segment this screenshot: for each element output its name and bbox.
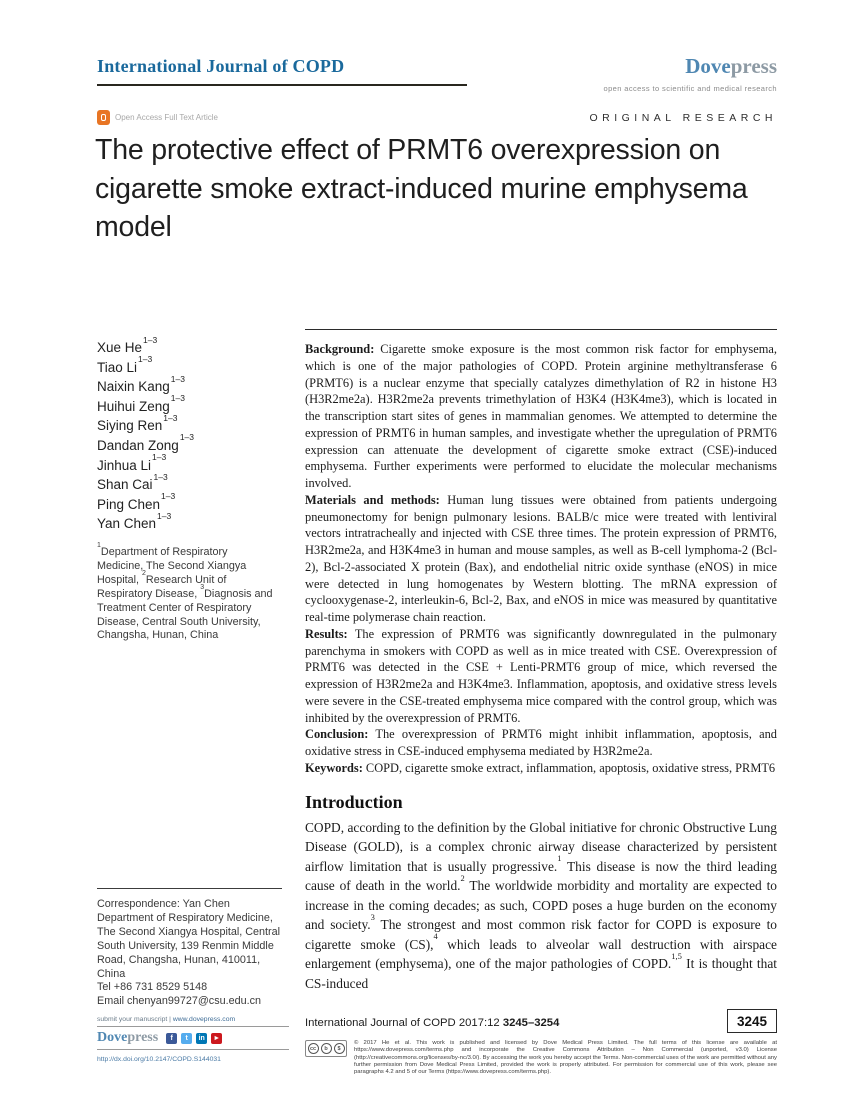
footer-left [97,1016,299,1063]
facebook-icon[interactable]: f [166,1033,177,1044]
footer-rule [97,1026,289,1027]
doi-link[interactable]: http://dx.doi.org/10.2147/COPD.S144031 [97,1056,221,1063]
page-number-box [727,1009,777,1033]
author-affil-sup: 1–3 [153,471,168,482]
author [97,471,194,495]
submit-label: submit your manuscript [97,1016,168,1023]
submit-manuscript-line [97,1016,299,1023]
author-affil-sup: 1–3 [143,334,158,345]
citation-ref: 3 [370,911,375,922]
affiliations [97,542,275,643]
author-affil-sup: 1–3 [163,412,178,423]
abstract-label: Background: [305,342,375,356]
author-name: Siying Ren [97,418,163,434]
license-row [305,1040,777,1076]
intro-segment: It is thought that CS-induced [305,956,778,991]
author-name: Shan Cai [97,477,153,493]
abstract-label: Keywords: [305,760,363,775]
abstract-label: Materials and methods: [305,492,440,507]
abstract-section-keywords [305,760,777,777]
author-list [97,334,194,534]
citation-ref: 1,5 [671,950,682,961]
journal-name: International Journal of COPD [97,56,345,76]
abstract [305,341,777,777]
correspondence-tel: Tel +86 731 8529 5148 [97,981,208,994]
cc-nc-icon: $ [334,1043,345,1054]
introduction-paragraph [305,818,777,994]
open-access-label[interactable]: Open Access Full Text Article [115,113,219,122]
author-affil-sup: 1–3 [170,373,185,384]
social-icons [166,1033,222,1044]
abstract-section-background [305,341,777,492]
intro-segment: The strongest and most common risk factor for COPD is exposure to cigarette smoke (CS), [305,917,777,952]
abstract-section-results [305,626,777,727]
affil-text: Research Unit of Respiratory Disease, [97,573,227,600]
cc-icon: cc [308,1043,319,1054]
citation-ref: 1 [557,853,562,864]
introduction-heading: Introduction [305,791,403,812]
open-access-lock-icon [101,114,106,121]
author [97,432,194,456]
intro-segment: which leads to alveolar wall destruction with airspace enlargement (emphysema), one of the major pathologies of COPD. [305,936,778,972]
main-column [305,329,777,993]
author [97,510,194,534]
author-name: Jinhua Li [97,457,152,473]
youtube-icon[interactable]: ► [211,1033,222,1044]
affil-sup: 3 [200,584,205,592]
open-access-row [97,110,218,125]
abstract-text: The overexpression of PRMT6 might inhibit inflammation, apoptosis, and oxidative stress in CSE-induced emphysema mediated by H3R2me2a. [305,727,777,758]
abstract-section-methods [305,492,777,626]
author [97,491,194,515]
dovepress-footer-dove: Dove [97,1030,128,1045]
author-name: Huihui Zeng [97,398,170,414]
citation-ref: 2 [460,872,465,883]
abstract-label: Conclusion: [305,727,369,742]
author-name: Tiao Li [97,359,138,375]
author-affil-sup: 1–3 [157,510,172,521]
header-rule [97,84,467,86]
copyright-text: © 2017 He et al. This work is published and licensed by Dove Medical Press Limited. The full terms of this license are available at https://www.dovepress.com/terms.php and incorporate the Creative Commons Attribution – Non Commercial (unported, v3.0) License (http://creativecommons.org/licenses/by-nc/3.0/). By accessing the work you hereby accept the Terms. Non-commercial uses of the work are permitted without any further permission from Dove Medical Press Limited, provided the work is properly attributed. For permission for commercial use of this work, please see paragraphs 4.2 and 5 of our Terms (https://www.dovepress.com/terms.php). [354,1040,777,1076]
citation-journal: International Journal of COPD 2017:12 [305,1017,500,1029]
citation-pages: 3245–3254 [502,1017,560,1029]
author-affil-sup: 1–3 [152,452,167,463]
abstract-text: Cigarette smoke exposure is the most common risk factor for emphysema, which is one of the major pathologies of COPD. Protein arginine methyltransferase 6 (PRMT6) is a nuclear enzyme that specially catalyzes dimethylation of R2 in histone H3 (H3R2me2a). H3R2me2a prevents trimethylation of H3K4 (H3K4me3), which is located in the transcription start sites of genes in mammalian genomes. We attempted to determine the expression of PRMT6 in human samples, and investigate whether the upregulation of PRMT6 expression can attenuate the development of cigarette smoke extract (CSE)-induced emphysema. Further experiments were performed to elucidate the molecular mechanisms involved. [305,342,777,490]
author-name: Ping Chen [97,496,161,512]
abstract-section-conclusion [305,726,777,760]
author-affil-sup: 1–3 [170,393,185,404]
article-title: The protective effect of PRMT6 overexpression on cigarette smoke extract-induced murine emphysema model [95,134,748,243]
author [97,452,194,476]
cc-license-badge[interactable] [305,1040,347,1057]
dovepress-logo-dove: Dove [685,54,731,78]
footer-dove-row [97,1030,299,1046]
correspondence-address: Department of Respiratory Medicine, The Second Xiangya Hospital, Central South University, 139 Renmin Middle Road, Changsha, Hunan, 410011, China [97,911,281,980]
author-affil-sup: 1–3 [179,432,194,443]
correspondence-email[interactable]: Email chenyan99727@csu.edu.cn [97,995,262,1008]
intro-segment: COPD, according to the definition by the Global initiative for chronic Obstructive Lung Disease (GOLD), is a complex chronic airway disease characterized by persistent airflow limitation that is usually progressive. [305,819,777,874]
footer-rule [97,1049,289,1050]
submit-separator: | [169,1016,171,1023]
dovepress-logo-press: press [730,54,777,78]
affil-text: Department of Respiratory Medicine, The Second Xiangya Hospital, [97,546,247,586]
open-access-icon [97,110,110,125]
author-affil-sup: 1–3 [138,354,153,365]
journal-citation [305,1017,559,1029]
affil-sup: 1 [97,542,101,550]
affil-sup: 2 [142,570,146,578]
affil-text: Diagnosis and Treatment Center of Respiratory Disease, Central South University, Changsha, Hunan, China [97,587,273,642]
abstract-text: Human lung tissues were obtained from patients undergoing pneumonectomy for benign pulmonary lesions. BALB/c mice were treated with lentiviral vectors intratracheally and injected with CSE three times. The protein expression of PRMT6, H3R2me2a, and H3K4me3 in human and mouse samples, as well as B-cell lymphoma-2 (Bcl-2), Bcl-2-associated X protein (Bax), and endothelial nitric oxide synthase (eNOS) in mice were detected in lung homogenates by Western blotting. The mRNA expression of cyclooxygenase-2, interleukin-6, Bcl-2, Bax, and eNOS in mice was measured by quantitative real-time polymerase chain reaction. [305,492,777,624]
author-affil-sup: 1–3 [161,491,176,502]
dovepress-footer-press: press [127,1030,159,1045]
twitter-icon[interactable]: t [181,1033,192,1044]
dovepress-footer-logo [97,1030,158,1046]
author-name: Dandan Zong [97,437,179,453]
intro-segment: This disease is now the third leading cause of death in the world. [305,858,777,894]
article-type-label: ORIGINAL RESEARCH [589,112,777,124]
author [97,393,194,417]
correspondence-line: Correspondence: Yan Chen [97,898,230,910]
author-name: Yan Chen [97,516,157,532]
publisher-tagline: open access to scientific and medical research [603,84,777,93]
linkedin-icon[interactable]: in [196,1033,207,1044]
abstract-text: COPD, cigarette smoke extract, inflammation, apoptosis, oxidative stress, PRMT6 [362,760,776,775]
author-name: Naixin Kang [97,379,170,395]
page-number: 3245 [736,1013,768,1029]
author-name: Xue He [97,340,143,355]
citation-ref: 4 [433,931,438,942]
intro-segment: The worldwide morbidity and mortality are expected to increase in the coming decades; as such, COPD poses a huge burden on the economy and society. [305,878,777,933]
abstract-label: Results: [305,626,348,641]
correspondence-block [97,888,282,1009]
dovepress-url-link[interactable]: www.dovepress.com [172,1016,236,1023]
dovepress-logo [685,54,777,79]
cc-by-icon: b [321,1043,332,1054]
abstract-text: The expression of PRMT6 was significantly downregulated in the pulmonary parenchyma in smokers with COPD as well as in mice treated with CSE. Overexpression of PRMT6 was detected in the CSE + Lenti-PRMT6 group of mice, which reversed the expression of H3R2me2a and H3K4me3. Inflammation, apoptosis, and oxidative stress levels were severe in the CSE-treated emphysema mice compared with the control group, which was inhibited by the overexpression of PRMT6. [305,626,777,725]
